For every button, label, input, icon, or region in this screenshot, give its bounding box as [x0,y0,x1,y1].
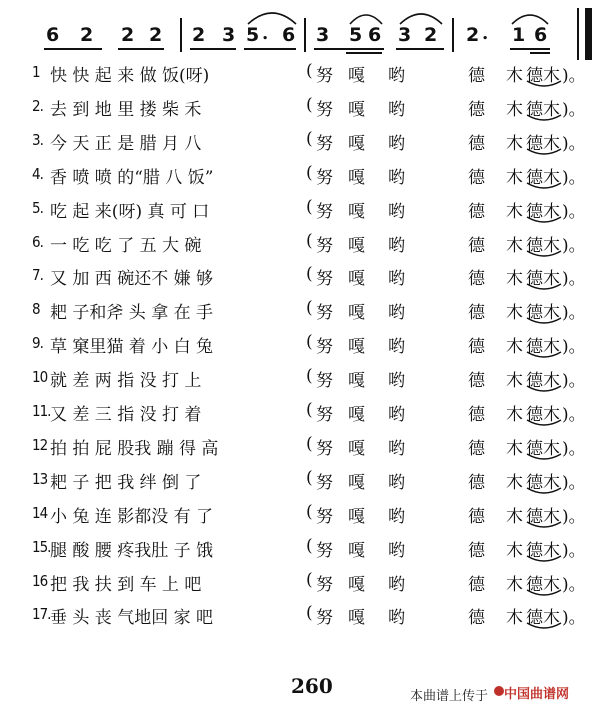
duration-underline [346,52,382,54]
burden-w1: 努 [316,608,333,629]
note: 6 [368,24,382,46]
duration-underline [44,48,102,50]
note: 6 [282,24,296,46]
verse-row [0,91,602,124]
burden-w4: 德 [468,574,485,595]
verse-number: 14 [32,503,48,522]
burden-w6: 德木 [526,337,560,358]
verse-number: 13 [32,469,48,488]
burden-w1: 努 [316,133,333,154]
note: 5 [349,24,363,46]
burden-w2: 嘎 [348,540,365,561]
barline [304,18,306,52]
burden-open: ( [306,535,313,556]
burden-w4: 德 [468,337,485,358]
burden-w6: 德木 [526,405,560,425]
lyric-slur [524,316,564,328]
burden-w2: 嘎 [348,608,365,629]
note: 6 [46,24,60,46]
burden-w3: 哟 [388,540,405,561]
duration-underline [396,48,444,50]
site-name[interactable]: 中国曲谱网 [504,687,570,702]
burden-w5: 木 [506,66,523,86]
burden-w1: 努 [316,201,333,222]
burden-w3: 哟 [388,303,405,324]
burden-w2: 嘎 [348,472,365,493]
burden-w3: 哟 [388,506,405,527]
burden-w1: 努 [316,303,333,324]
burden-w6: 德木 [526,269,560,290]
lyric-slur [524,486,564,498]
burden-close: )。 [562,506,586,527]
slur [396,0,446,30]
lyric-slur [524,452,564,464]
burden-w1: 努 [316,472,333,493]
verse-row [0,227,602,260]
burden-w4: 德 [468,540,485,561]
burden-w5: 木 [506,269,523,290]
burden-w2: 嘎 [348,438,365,459]
verse-text: 拍 拍 屁 股我 蹦 得 高 [50,438,219,459]
augmentation-dot: . [482,23,489,44]
burden-open: ( [306,433,313,454]
burden-open: ( [306,61,313,81]
burden-open: ( [306,400,313,420]
burden-w2: 嘎 [348,269,365,290]
verse-row [0,328,602,361]
uploaded-by-text: 本曲谱上传于 [410,689,489,704]
lyric-slur [524,384,564,396]
slur [508,0,552,30]
burden-w4: 德 [468,66,485,86]
page-number: 260 [291,674,333,698]
verse-row [0,498,602,531]
burden-close: )。 [562,540,586,561]
burden-w4: 德 [468,235,485,256]
verse-row [0,362,602,395]
burden-w4: 德 [468,371,485,392]
burden-w4: 德 [468,303,485,324]
note: 3 [222,24,236,46]
burden-w6: 德木 [526,506,560,527]
verse-text: 去 到 地 里 搂 柴 禾 [50,99,202,120]
verse-row [0,430,602,463]
lyric-slur [524,113,564,125]
verse-row [0,125,602,158]
verse-number: 4. [32,164,43,183]
slur [346,0,386,30]
verse-row [0,396,602,429]
duration-underline [118,48,164,50]
verse-text: 又 加 西 碗还不 嫌 够 [50,269,214,290]
burden-w1: 努 [316,66,333,86]
burden-w6: 德木 [526,201,560,222]
verse-row [0,532,602,565]
burden-w1: 努 [316,438,333,459]
burden-close: )。 [562,371,586,392]
verse-number: 12 [32,435,48,454]
note: 5 [246,24,260,46]
verse-number: 7. [32,266,43,285]
burden-open: ( [306,94,313,115]
lyric-slur [524,79,564,91]
burden-w5: 木 [506,574,523,595]
burden-w3: 哟 [388,99,405,120]
burden-w6: 德木 [526,66,560,86]
burden-w4: 德 [468,201,485,222]
burden-w5: 木 [506,167,523,188]
burden-w2: 嘎 [348,167,365,188]
burden-w1: 努 [316,371,333,392]
burden-w2: 嘎 [348,99,365,120]
barline [452,18,454,52]
burden-w1: 努 [316,506,333,527]
burden-w2: 嘎 [348,201,365,222]
burden-w6: 德木 [526,540,560,561]
burden-w5: 木 [506,506,523,527]
burden-w2: 嘎 [348,235,365,256]
note: 2 [424,24,438,46]
burden-w3: 哟 [388,167,405,188]
lyric-slur [524,215,564,227]
duration-underline [244,48,296,50]
burden-w4: 德 [468,608,485,629]
burden-w3: 哟 [388,337,405,358]
burden-w6: 德木 [526,167,560,188]
burden-w6: 德木 [526,608,560,629]
burden-w4: 德 [468,167,485,188]
verse-number: 5. [32,198,43,217]
augmentation-dot: . [262,23,269,44]
barline [180,18,182,52]
burden-open: ( [306,501,313,522]
burden-w4: 德 [468,269,485,290]
burden-close: )。 [562,337,586,358]
verse-row [0,260,602,293]
final-barline [577,8,579,60]
burden-w5: 木 [506,235,523,256]
burden-w6: 德木 [526,438,560,459]
burden-w4: 德 [468,133,485,154]
lyric-slur [524,418,564,430]
verse-text: 草 窠里猫 着 小 白 兔 [50,337,214,358]
burden-close: )。 [562,99,586,120]
burden-w3: 哟 [388,269,405,290]
burden-close: )。 [562,303,586,324]
verse-text: 香 喷 喷 的“腊 八 饭” [50,167,214,188]
burden-close: )。 [562,438,586,459]
burden-w6: 德木 [526,99,560,120]
burden-w5: 木 [506,438,523,459]
burden-w3: 哟 [388,133,405,154]
burden-w1: 努 [316,269,333,290]
verse-row [0,193,602,226]
note: 2 [121,24,135,46]
burden-close: )。 [562,608,586,629]
burden-close: )。 [562,405,586,425]
verse-number: 6. [32,232,43,251]
verse-row [0,599,602,632]
burden-w3: 哟 [388,438,405,459]
burden-open: ( [306,230,313,251]
note: 6 [534,24,548,46]
burden-w3: 哟 [388,201,405,222]
note: 3 [316,24,330,46]
verse-row [0,566,602,599]
lyric-slur [524,588,564,600]
slur [244,0,300,30]
verse-text: 垂 头 丧 气地回 家 吧 [50,608,214,629]
burden-w2: 嘎 [348,337,365,358]
burden-close: )。 [562,235,586,256]
burden-w3: 哟 [388,371,405,392]
burden-w6: 德木 [526,472,560,493]
duration-underline [190,48,236,50]
burden-w5: 木 [506,303,523,324]
burden-open: ( [306,298,313,319]
burden-w1: 努 [316,574,333,595]
burden-open: ( [306,128,313,149]
burden-open: ( [306,569,313,590]
lyric-slur [524,621,564,633]
burden-w1: 努 [316,167,333,188]
burden-open: ( [306,162,313,183]
verse-number: 15. [32,537,51,556]
duration-underline [510,48,550,50]
burden-w5: 木 [506,201,523,222]
burden-w6: 德木 [526,303,560,324]
burden-w4: 德 [468,506,485,527]
burden-w1: 努 [316,540,333,561]
burden-open: ( [306,603,313,624]
burden-w1: 努 [316,405,333,425]
burden-close: )。 [562,574,586,595]
duration-underline [530,52,550,54]
note: 2 [466,24,480,46]
verse-number: 1 [32,63,40,81]
burden-w3: 哟 [388,574,405,595]
lyric-slur [524,554,564,566]
burden-close: )。 [562,133,586,154]
verse-text: 就 差 两 指 没 打 上 [50,371,202,392]
verse-text: 一 吃 吃 了 五 大 碗 [50,235,202,256]
burden-w1: 努 [316,99,333,120]
burden-w6: 德木 [526,371,560,392]
lyric-slur [524,282,564,294]
verse-number: 9. [32,334,43,353]
verse-number: 16 [32,571,48,590]
verse-number: 17. [32,605,51,624]
note: 1 [512,24,526,46]
verse-text: 把 我 扶 到 车 上 吧 [50,574,202,595]
burden-w6: 德木 [526,133,560,154]
burden-close: )。 [562,167,586,188]
final-barline-thick [585,8,592,60]
burden-w3: 哟 [388,608,405,629]
burden-w4: 德 [468,438,485,459]
burden-w3: 哟 [388,66,405,86]
burden-w5: 木 [506,133,523,154]
verse-row [0,464,602,497]
burden-close: )。 [562,201,586,222]
burden-w1: 努 [316,235,333,256]
burden-w2: 嘎 [348,133,365,154]
note: 3 [398,24,412,46]
verse-text: 又 差 三 指 没 打 着 [50,405,202,425]
burden-w3: 哟 [388,472,405,493]
burden-open: ( [306,332,313,353]
lyric-slur [524,520,564,532]
burden-w5: 木 [506,371,523,392]
note: 2 [149,24,163,46]
verse-number: 3. [32,130,43,149]
burden-open: ( [306,467,313,488]
duration-underline [314,48,384,50]
burden-close: )。 [562,472,586,493]
burden-open: ( [306,264,313,285]
burden-w3: 哟 [388,235,405,256]
burden-open: ( [306,196,313,217]
burden-w2: 嘎 [348,371,365,392]
burden-w4: 德 [468,472,485,493]
burden-w5: 木 [506,608,523,629]
burden-w3: 哟 [388,405,405,425]
burden-w1: 努 [316,337,333,358]
burden-w4: 德 [468,405,485,425]
burden-w5: 木 [506,337,523,358]
verse-text: 快 快 起 来 做 饭(呀) [50,66,210,86]
verse-text: 耙 子和斧 头 拿 在 手 [50,303,214,324]
verse-row [0,57,602,90]
burden-w5: 木 [506,472,523,493]
verse-text: 耙 子 把 我 绊 倒 了 [50,472,202,493]
burden-w2: 嘎 [348,66,365,86]
verse-text: 吃 起 来(呀) 真 可 口 [50,201,210,222]
burden-w4: 德 [468,99,485,120]
verse-text: 腿 酸 腰 疼我肚 子 饿 [50,540,214,561]
burden-open: ( [306,366,313,387]
note: 2 [80,24,94,46]
burden-w5: 木 [506,99,523,120]
verse-number: 8 [32,300,40,319]
burden-w2: 嘎 [348,506,365,527]
lyric-slur [524,350,564,362]
burden-w2: 嘎 [348,574,365,595]
burden-w6: 德木 [526,574,560,595]
verse-row [0,159,602,192]
lyric-slur [524,249,564,261]
verse-number: 10 [32,368,48,387]
verse-number: 2. [32,96,43,115]
site-logo-icon [494,686,504,696]
verse-row [0,294,602,327]
verse-number: 11. [32,402,51,420]
lyric-slur [524,181,564,193]
note: 2 [192,24,206,46]
burden-w5: 木 [506,540,523,561]
burden-w2: 嘎 [348,303,365,324]
burden-w2: 嘎 [348,405,365,425]
verse-text: 今 天 正 是 腊 月 八 [50,133,202,154]
burden-close: )。 [562,269,586,290]
verse-text: 小 兔 连 影都没 有 了 [50,506,214,527]
notation-row [0,0,602,56]
burden-w5: 木 [506,405,523,425]
lyric-slur [524,147,564,159]
burden-close: )。 [562,66,586,86]
burden-w6: 德木 [526,235,560,256]
